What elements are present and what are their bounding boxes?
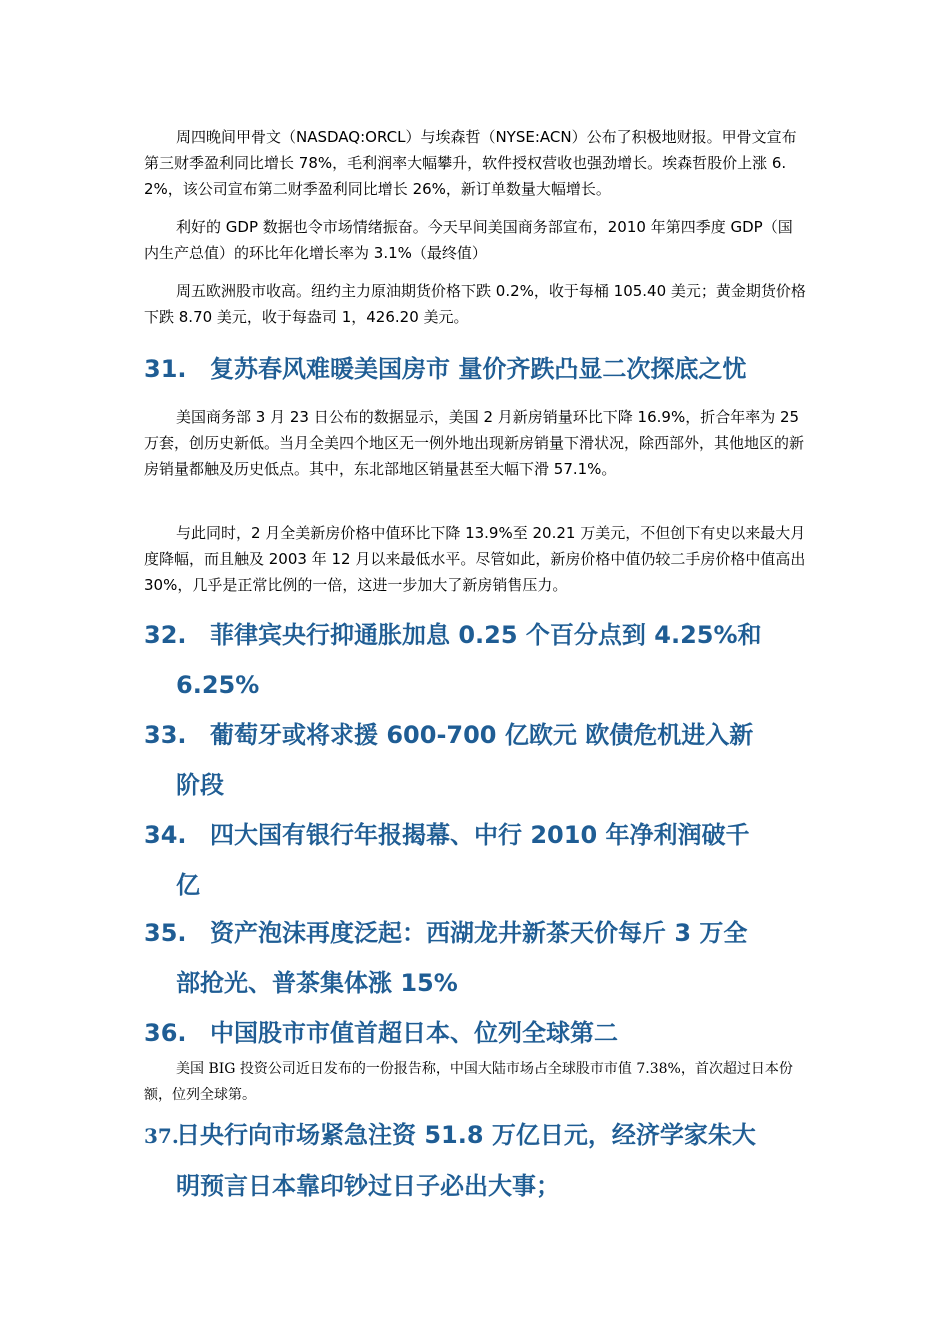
heading-35-number: 35. — [144, 919, 187, 947]
heading-34-number: 34. — [144, 821, 187, 849]
heading-33-title-line2: 阶段 — [176, 771, 224, 799]
heading-34-title-line1: 四大国有银行年报揭幕、中行 2010 年净利润破千 — [210, 821, 750, 849]
heading-32-title-line1: 菲律宾央行抑通胀加息 0.25 个百分点到 4.25%和 — [210, 621, 762, 649]
paragraph-europe-oil-gold: 周五欧洲股市收高。纽约主力原油期货价格下跌 0.2%，收于每桶 105.40 美元；黄金期货价格下跌 8.70 美元，收于每盎司 1，426.20 美元。 — [144, 282, 806, 326]
heading-34-title-line2: 亿 — [176, 871, 200, 899]
heading-34 — [144, 810, 816, 910]
paragraph-oracle-accenture: 周四晚间甲骨文（NASDAQ:ORCL）与埃森哲（NYSE:ACN）公布了积极地财报。甲骨文宣布第三财季盈利同比增长 78%，毛利润率大幅攀升，软件授权营收也强劲增长。埃森哲股价上涨 6.2%，该公司宣布第二财季盈利同比增长 26%，新订单数量大幅增长。 — [144, 128, 797, 198]
heading-31-number: 31. — [144, 355, 187, 383]
heading-37 — [144, 1110, 816, 1211]
heading-37-title-line2: 明预言日本靠印钞过日子必出大事； — [176, 1172, 560, 1200]
heading-31-title: 复苏春风难暖美国房市 量价齐跌凸显二次探底之忧 — [210, 355, 747, 383]
heading-33 — [144, 710, 816, 810]
heading-32 — [144, 610, 816, 710]
heading-33-title-line1: 葡萄牙或将求援 600-700 亿欧元 欧债危机进入新 — [210, 721, 754, 749]
paragraph-home-sales: 美国商务部 3 月 23 日公布的数据显示，美国 2 月新房销量环比下降 16.9%，折合年率为 25 万套，创历史新低。当月全美四个地区无一例外地出现新房销量下滑状况，除西部外，其他地区的新房销量都触及历史低点。其中，东北部地区销量甚至大幅下滑 57.1%。 — [144, 408, 805, 478]
heading-35-title-line1: 资产泡沫再度泛起：西湖龙井新茶天价每斤 3 万全 — [210, 919, 748, 947]
heading-36-title: 中国股市市值首超日本、位列全球第二 — [210, 1019, 618, 1047]
paragraph-china-market-cap: 美国 BIG 投资公司近日发布的一份报告称，中国大陆市场占全球股市市值 7.38%，首次超过日本份额，位列全球第。 — [144, 1061, 793, 1103]
heading-37-number: 37. — [144, 1124, 179, 1148]
heading-37-title-line1: 日央行向市场紧急注资 51.8 万亿日元，经济学家朱大 — [176, 1121, 756, 1149]
heading-32-number: 32. — [144, 621, 187, 649]
heading-32-title-line2: 6.25% — [176, 671, 260, 699]
heading-36-number: 36. — [144, 1019, 187, 1047]
heading-31 — [144, 344, 816, 394]
paragraph-gdp: 利好的 GDP 数据也令市场情绪振奋。今天早间美国商务部宣布，2010 年第四季度 GDP（国内生产总值）的环比年化增长率为 3.1%（最终值） — [144, 218, 793, 262]
paragraph-home-prices: 与此同时，2 月全美新房价格中值环比下降 13.9%至 20.21 万美元，不但创下有史以来最大月度降幅，而且触及 2003 年 12 月以来最低水平。尽管如此，新房价格中值仍较二手房价格中值高出 30%，几乎是正常比例的一倍，这进一步加大了新房销售压力。 — [144, 524, 806, 594]
heading-35-title-line2: 部抢光、普茶集体涨 15% — [176, 969, 458, 997]
heading-33-number: 33. — [144, 721, 187, 749]
heading-35 — [144, 908, 816, 1008]
heading-36 — [144, 1008, 816, 1058]
